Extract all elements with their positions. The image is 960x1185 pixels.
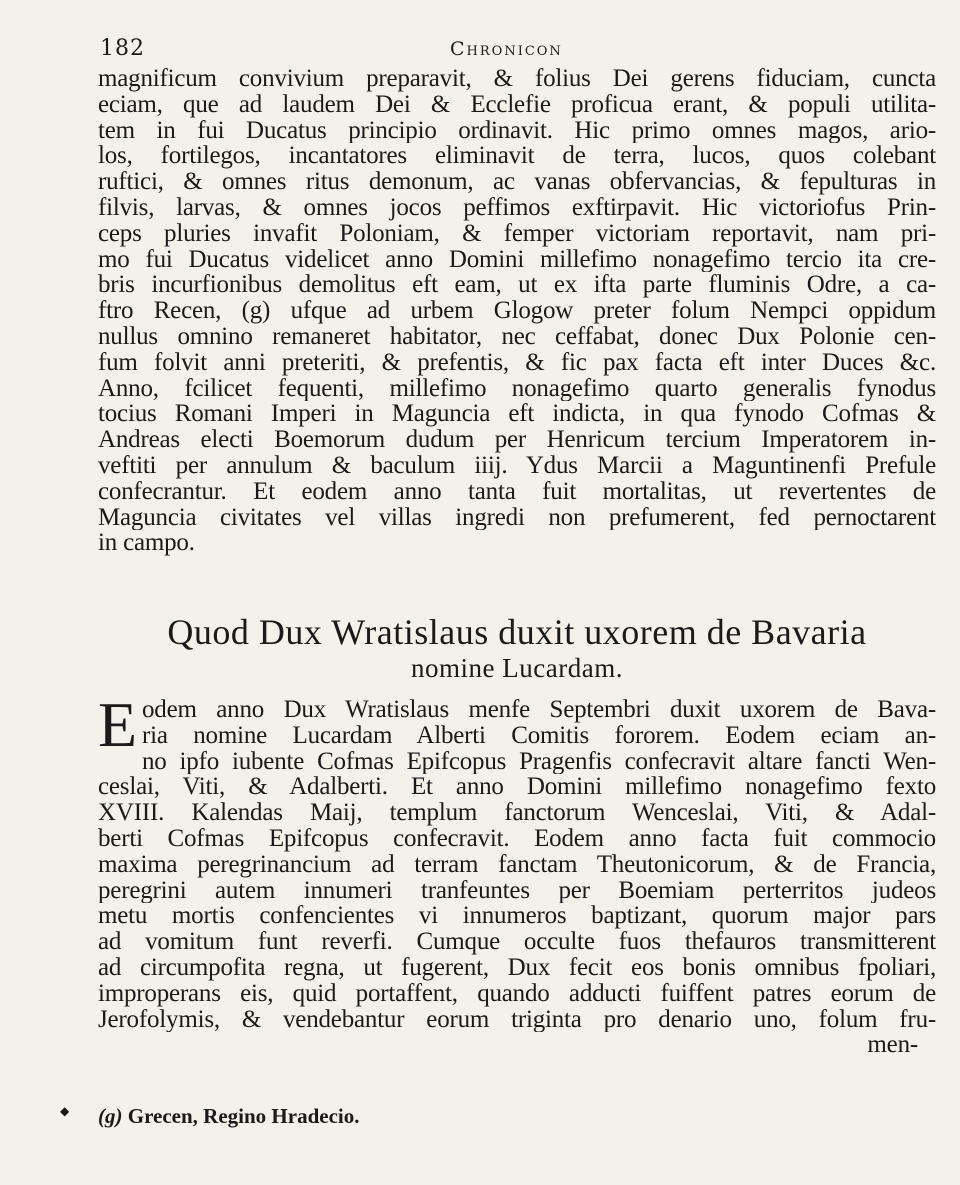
text-line: ad vomitum funt reverfi. Cumque occulte fuos thefauros transmitterent — [98, 929, 936, 955]
text-line: XVIII. Kalendas Maij, templum fanctorum Wenceslai, Viti, & Adal- — [98, 800, 936, 826]
text-line: los, fortilegos, incantatores eliminavit de terra, lucos, quos colebant — [98, 143, 936, 170]
section-text-block — [98, 689, 936, 1059]
text-line: tem in fui Ducatus principio ordinavit. Hic primo omnes magos, ario- — [98, 117, 936, 144]
drop-cap: E — [98, 689, 137, 760]
text-line: bris incurfionibus demolitus eft eam, ut ex ifta parte fluminis Odre, a ca- — [98, 272, 936, 299]
text-line: no ipfo iubente Cofmas Epifcopus Pragenfis confecravit altare fancti Wen- — [142, 748, 936, 775]
section-subtitle: nomine Lucardam. — [411, 653, 623, 683]
text-line: ruftici, & omnes ritus demonum, ac vanas obfervancias, & fepulturas in — [98, 169, 936, 195]
text-line: improperans eis, quid portaffent, quando adducti fuiffent patres eorum de — [98, 980, 936, 1007]
text-line: ceslai, Viti, & Adalberti. Et anno Domini millefimo nonagefimo fexto — [98, 774, 936, 801]
page-number: 182 — [100, 36, 145, 61]
text-line: Anno, fcilicet fequenti, millefimo nonagefimo quarto generalis fynodus — [98, 375, 936, 402]
text-line: Jerofolymis, & vendebantur eorum triginta pro denario uno, folum fru- — [98, 1006, 936, 1033]
main-text-block — [98, 66, 936, 556]
section-title: Quod Dux Wratislaus duxit uxorem de Bavaria — [167, 612, 867, 652]
section-heading — [98, 612, 936, 684]
footnote-mark: (g) — [98, 1104, 123, 1128]
text-line: Andreas electi Boemorum dudum per Henricum tercium Imperatorem in- — [98, 427, 936, 453]
footnote — [60, 1104, 660, 1129]
text-line: metu mortis confencientes vi innumeros baptizant, quorum major pars — [98, 903, 936, 930]
text-line: in campo. — [98, 530, 195, 557]
text-line: Maguncia civitates vel villas ingredi non prefumerent, fed pernoctarent — [98, 504, 936, 531]
text-line: filvis, larvas, & omnes jocos peffimos exftirpavit. Hic victoriofus Prin- — [98, 194, 936, 221]
text-line: ceps pluries invafit Poloniam, & femper victoriam reportavit, nam pri- — [98, 220, 936, 247]
text-line: fum folvit anni preteriti, & prefentis, & fic pax facta eft inter Duces &c. — [98, 349, 936, 376]
text-line: odem anno Dux Wratislaus menfe Septembri duxit uxorem de Bava- — [142, 697, 936, 723]
opening-paragraph — [98, 689, 936, 760]
text-line: confecrantur. Et eodem anno tanta fuit mortalitas, ut revertentes de — [98, 478, 936, 505]
text-line: maxima peregrinancium ad terram fanctam Theutonicorum, & de Francia, — [98, 851, 936, 878]
running-head: Chronicon — [450, 38, 563, 60]
text-line: eciam, que ad laudem Dei & Ecclefie proficua erant, & populi utilita- — [98, 91, 936, 118]
footnote-text: Grecen, Regino Hradecio. — [127, 1104, 360, 1128]
bullet-icon: ◆ — [60, 1104, 70, 1118]
text-line: tocius Romani Imperi in Maguncia eft indicta, in qua fynodo Cofmas & — [98, 401, 936, 428]
text-line: veftiti per annulum & baculum iiij. Ydus Marcii a Maguntinenfi Prefule — [98, 452, 936, 479]
text-line: ria nomine Lucardam Alberti Comitis fororem. Eodem eciam an- — [142, 722, 936, 749]
text-line: peregrini autem innumeri tranfeuntes per Boemiam perterritos judeos — [98, 877, 936, 904]
catchword: men- — [867, 1032, 918, 1059]
text-line: nullus omnino remaneret habitator, nec ceffabat, donec Dux Polonie cen- — [98, 323, 936, 350]
text-line: ftro Recen, (g) ufque ad urbem Glogow preter folum Nempci oppidum — [98, 298, 936, 324]
text-line: magnificum convivium preparavit, & folius Dei gerens fiduciam, cuncta — [98, 66, 936, 92]
text-line: ad circumpofita regna, ut fugerent, Dux fecit eos bonis omnibus fpoliari, — [98, 954, 936, 981]
text-line: berti Cofmas Epifcopus confecravit. Eodem anno facta fuit commocio — [98, 825, 936, 852]
text-line: mo fui Ducatus videlicet anno Domini millefimo nonagefimo tercio ita cre- — [98, 246, 936, 273]
page-header — [100, 36, 930, 66]
